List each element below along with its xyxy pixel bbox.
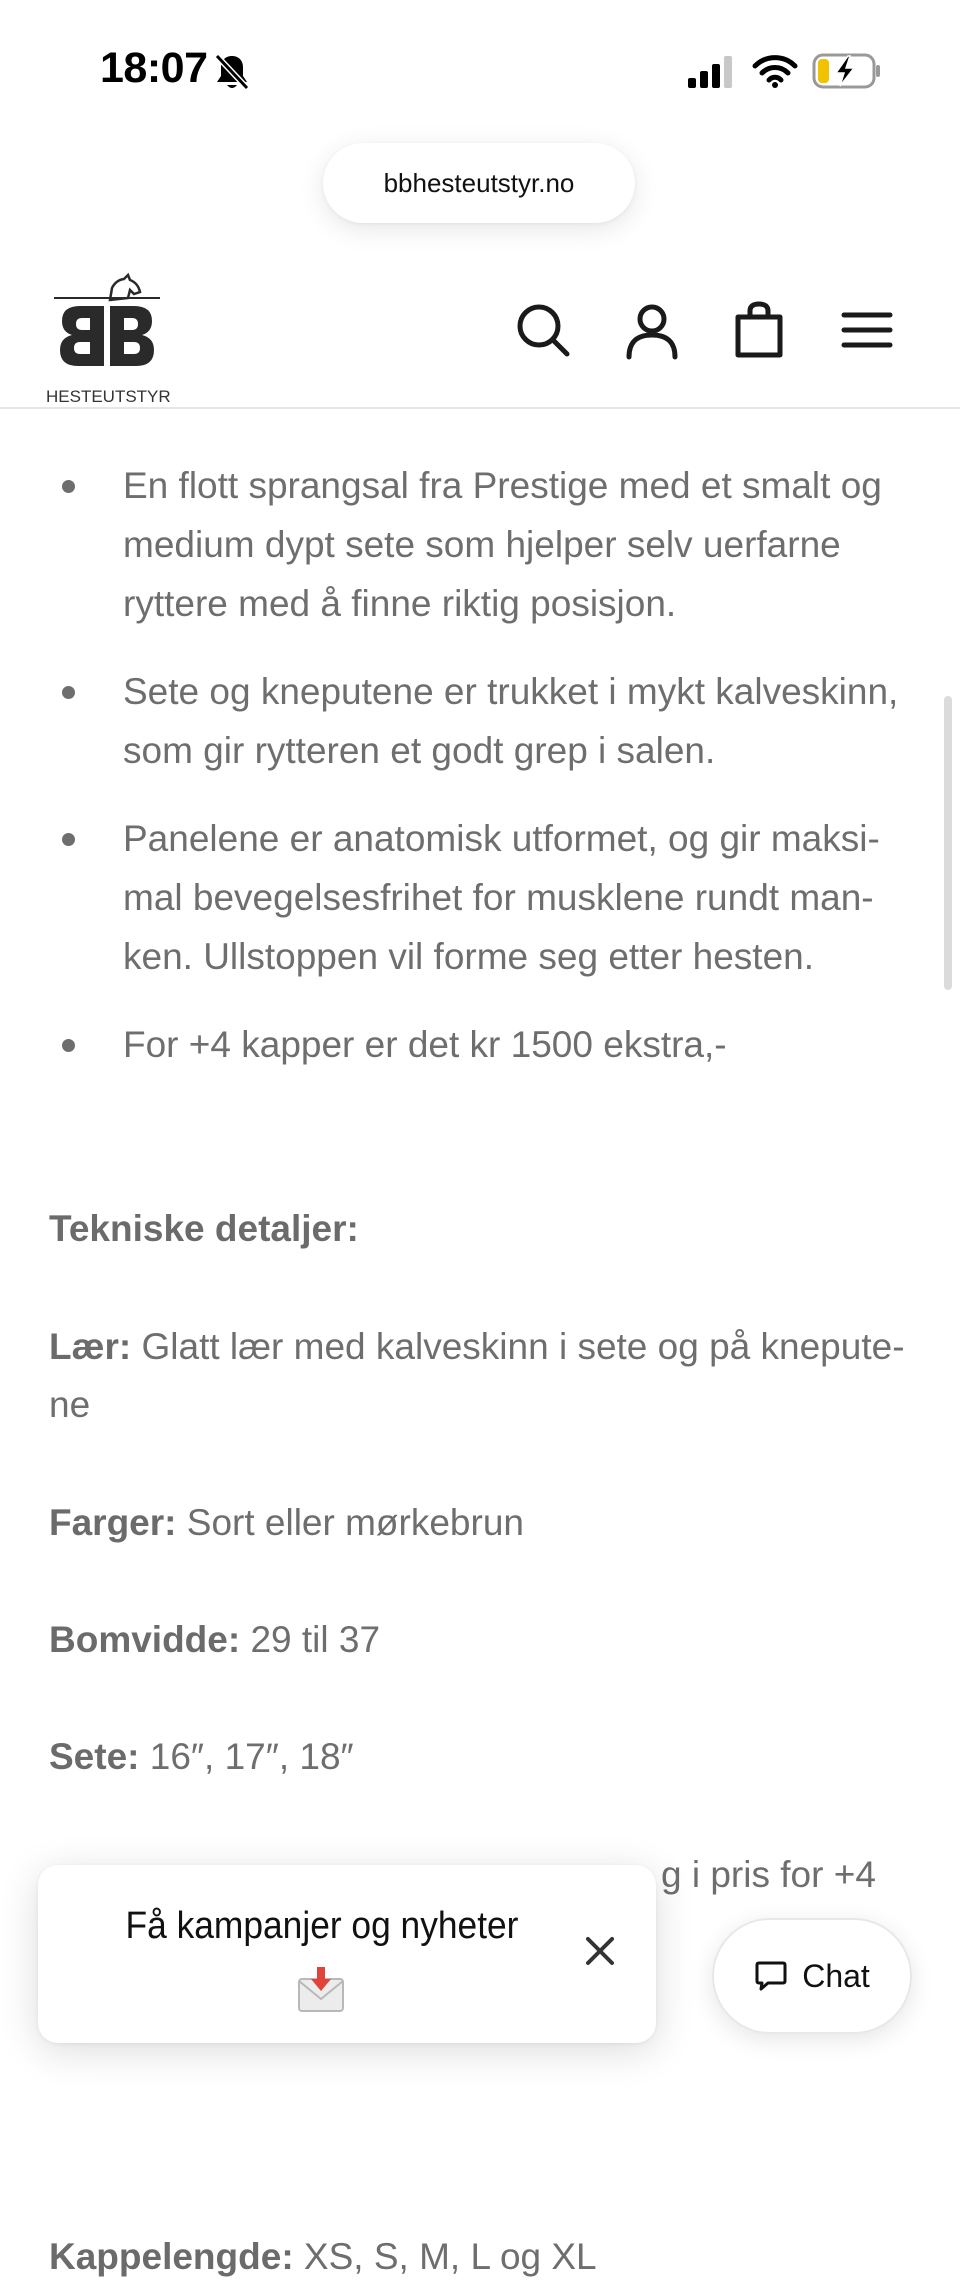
detail-row-seat <box>49 1728 919 1786</box>
cellular-signal-icon <box>688 56 736 88</box>
detail-value: XS, S, M, L og XL <box>293 2236 597 2277</box>
bullet-icon <box>62 480 75 493</box>
scroll-indicator[interactable] <box>944 696 952 990</box>
logo-text: HESTEUTSTYR <box>46 387 171 406</box>
search-icon[interactable] <box>512 299 574 361</box>
detail-row-obscured <box>661 1846 921 1904</box>
list-item-text: Sete og kneputene er trukket i mykt kalveskinn, som gir rytteren et godt grep i salen. <box>123 671 899 771</box>
menu-icon[interactable] <box>836 299 898 361</box>
list-item <box>0 809 960 986</box>
detail-label: Sete: <box>49 1736 140 1777</box>
bullet-icon <box>62 833 75 846</box>
logo-mark <box>52 270 162 370</box>
newsletter-popup[interactable] <box>38 1865 656 2043</box>
list-item <box>0 1015 960 1074</box>
detail-label: Bomvidde: <box>49 1619 241 1660</box>
list-item-text: For +4 kapper er det kr 1500 ekstra,- <box>123 1024 727 1065</box>
bell-slash-icon <box>213 52 251 92</box>
logo[interactable] <box>46 270 171 406</box>
details-heading: Tekniske detaljer: <box>49 1208 359 1249</box>
detail-label: Lær: <box>49 1326 132 1367</box>
close-icon[interactable] <box>580 1931 620 1971</box>
detail-row-flap-length <box>49 2228 919 2286</box>
detail-value: Sort eller mørkebrun <box>176 1502 524 1543</box>
account-icon[interactable] <box>621 299 683 361</box>
detail-value: 29 til 37 <box>240 1619 381 1660</box>
chat-label: Chat <box>802 1957 870 1994</box>
chat-bubble-icon <box>754 1959 788 1993</box>
feature-list <box>0 456 960 1103</box>
detail-row-leather <box>49 1318 919 1434</box>
list-item-text: En flott sprangsal fra Prestige med et smalt og medium dypt sete som hjelper selv uerfarne ryttere med å finne riktig posisjon. <box>123 465 882 624</box>
detail-value: g i pris for +4 <box>661 1854 876 1895</box>
newsletter-title: Få kampanjer og nyheter <box>125 1905 519 1947</box>
list-item <box>0 662 960 780</box>
battery-charging-icon <box>812 52 882 90</box>
detail-value: 16″, 17″, 18″ <box>139 1736 354 1777</box>
detail-value: Glatt lær med kalveskinn i sete og på knepute-ne <box>49 1326 905 1425</box>
chat-button[interactable] <box>712 1918 912 2034</box>
wifi-icon <box>752 54 798 88</box>
list-item-text: Panelene er anatomisk utformet, og gir maksi-mal bevegelsesfrihet for musklene rundt man-ken. Ullstoppen vil forme seg etter hesten. <box>123 818 880 977</box>
envelope-icon <box>296 1965 346 2015</box>
cart-icon[interactable] <box>728 299 790 361</box>
detail-label: Kappelengde: <box>49 2236 294 2277</box>
detail-label: Farger: <box>49 1502 177 1543</box>
status-time: 18:07 <box>100 44 208 92</box>
bullet-icon <box>62 1039 75 1052</box>
list-item <box>0 456 960 633</box>
status-bar <box>0 0 960 130</box>
site-header <box>0 255 960 409</box>
address-bar[interactable]: bbhesteutstyr.no <box>323 143 635 223</box>
detail-row-tree-width <box>49 1611 919 1669</box>
detail-row-colors <box>49 1494 919 1552</box>
bullet-icon <box>62 686 75 699</box>
